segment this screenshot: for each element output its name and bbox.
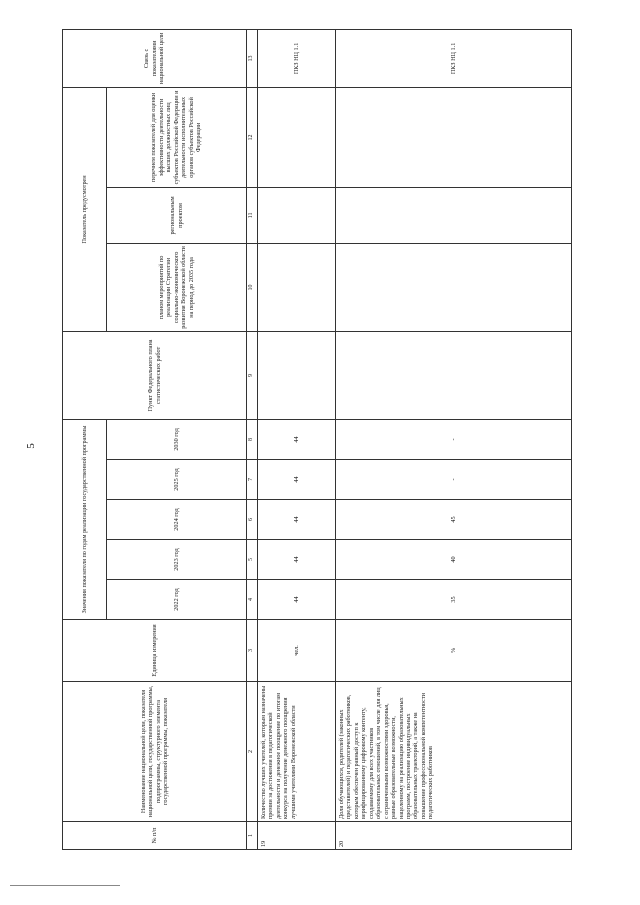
row-value-2025: 44: [258, 460, 336, 500]
header-unit: Единица измерения: [63, 620, 247, 682]
colnum: 6: [247, 500, 258, 540]
colnum: 3: [247, 620, 258, 682]
header-num: № п/п: [63, 822, 247, 850]
header-year-2024: 2024 год: [107, 500, 247, 540]
header-year-2022: 2022 год: [107, 580, 247, 620]
row-unit: %: [336, 620, 572, 682]
row-unit: чел.: [258, 620, 336, 682]
colnum: 1: [247, 822, 258, 850]
colnum: 13: [247, 29, 258, 87]
row-value-2025: -: [336, 460, 572, 500]
row-value-2030: -: [336, 419, 572, 459]
row-regional: [336, 187, 572, 243]
row-value-2023: 44: [258, 540, 336, 580]
colnum: 5: [247, 540, 258, 580]
colnum: 12: [247, 87, 258, 187]
row-regional: [258, 187, 336, 243]
colnum: 8: [247, 419, 258, 459]
row-efficiency: [336, 87, 572, 187]
indicators-table: [62, 29, 572, 850]
row-name: Доля обучающихся, родителей (законных представителей) и педагогических работников, которым обеспечен равный доступ к верифицированному цифровому контенту, создаваемому для всех участников образовательных отношений, в том числе для лиц с ограниченными возможностями здоровья, равные образовательные возможности, нацеленному на реализацию образовательных программ, построение индивидуальных образовательных траекторий, а также на повышение профессиональной компетентности педагогических работников: [336, 682, 572, 822]
header-regional: региональным проектом: [107, 187, 247, 243]
row-link: ПКЗ НЦ 1.1: [258, 29, 336, 87]
rotated-table-container: [62, 30, 582, 850]
header-link: Связь с показателями национальной цели: [63, 29, 247, 87]
table-row: [258, 29, 336, 849]
table-row: [336, 29, 572, 849]
row-name: Количество лучших учителей, которым назначены премии за достижения в педагогической деятельности и денежное поощрение по итогам конкурса на получение денежного поощрения лучшими учителями Воронежской области: [258, 682, 336, 822]
row-num: 19: [258, 822, 336, 850]
header-year-2023: 2023 год: [107, 540, 247, 580]
row-fedplan: [258, 331, 336, 419]
header-efficiency: перечнем показателей для оценки эффективности деятельности высших должностных лиц субъектов Российской Федерации и деятельности исполнительных органов субъектов Российской Федерации: [107, 87, 247, 187]
row-value-2024: 44: [258, 500, 336, 540]
colnum: 10: [247, 243, 258, 331]
row-value-2022: 35: [336, 580, 572, 620]
row-fedplan: [336, 331, 572, 419]
page-number: 5: [24, 443, 37, 449]
row-strategy: [336, 243, 572, 331]
colnum: 11: [247, 187, 258, 243]
header-fedplan: Пункт Федерального плана статистических работ: [63, 331, 247, 419]
row-link: ПКЗ НЦ 1.1: [336, 29, 572, 87]
row-efficiency: [258, 87, 336, 187]
header-provided-group: Показатель предусмотрен: [63, 87, 107, 331]
colnum: 7: [247, 460, 258, 500]
row-value-2030: 44: [258, 419, 336, 459]
header-year-2030: 2030 год: [107, 419, 247, 459]
row-value-2022: 44: [258, 580, 336, 620]
colnum: 2: [247, 682, 258, 822]
row-strategy: [258, 243, 336, 331]
header-name: Наименование национальной цели, показателя национальной цели, государственной программы, подпрограммы, структурного элемента государственной программы, показателя: [63, 682, 247, 822]
column-numbers-row: [247, 29, 258, 849]
header-year-2025: 2025 год: [107, 460, 247, 500]
header-values-group: Значения показателя по годам реализации государственной программы: [63, 419, 107, 619]
colnum: 9: [247, 331, 258, 419]
row-num: 20: [336, 822, 572, 850]
colnum: 4: [247, 580, 258, 620]
header-strategy: планом мероприятий по реализации Стратегии социально-экономического развития Воронежской области на период до 2035 года: [107, 243, 247, 331]
footnote-divider: [10, 885, 120, 886]
row-value-2023: 40: [336, 540, 572, 580]
row-value-2024: 45: [336, 500, 572, 540]
